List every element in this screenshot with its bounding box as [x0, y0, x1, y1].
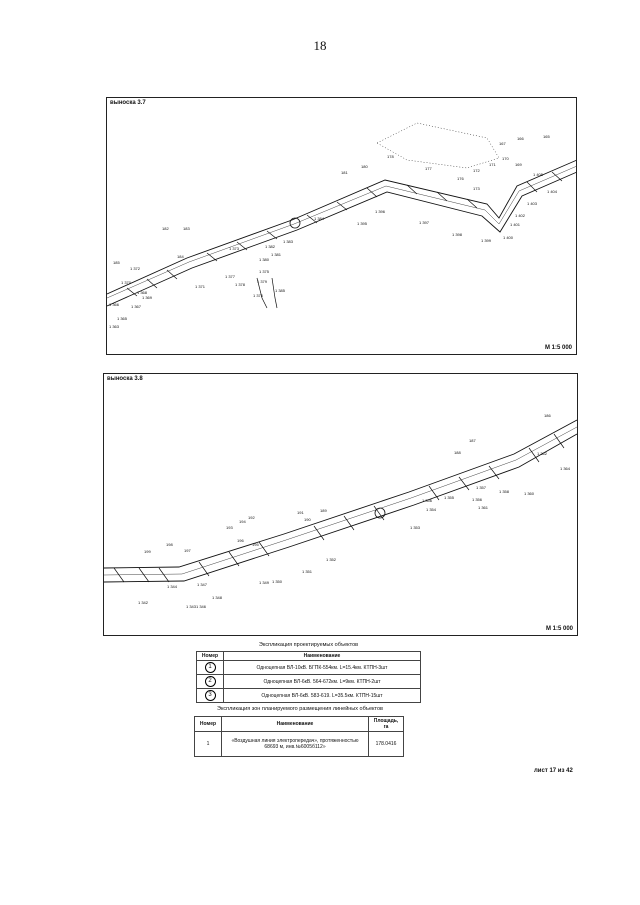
table1-header-number: Номер: [197, 652, 224, 661]
svg-text:1 347: 1 347: [197, 582, 208, 587]
svg-text:1 385: 1 385: [275, 288, 286, 293]
table2-header-name: Наименование: [222, 717, 369, 732]
sheet-label: лист 17 из 42: [534, 768, 573, 774]
svg-text:1 355: 1 355: [444, 495, 455, 500]
svg-text:184: 184: [177, 254, 184, 259]
svg-text:1 380: 1 380: [259, 257, 270, 262]
svg-text:171: 171: [489, 162, 496, 167]
svg-text:1 363: 1 363: [109, 324, 120, 329]
zone-name: «Воздушная линия электропередач», протяженностью 68693 м, инв.№6005б112»: [222, 732, 369, 757]
table1-title: Экспликация проектируемых объектов: [258, 642, 359, 648]
zone-area: 178.0416: [369, 732, 404, 757]
svg-text:199: 199: [144, 549, 151, 554]
svg-text:1 399: 1 399: [481, 238, 492, 243]
svg-text:1 395: 1 395: [357, 221, 368, 226]
svg-text:1 344: 1 344: [167, 584, 178, 589]
inset-map-3-7-drawing: [107, 98, 576, 354]
svg-text:1 364: 1 364: [560, 466, 571, 471]
inset-map-3-8-drawing: [104, 374, 577, 635]
svg-text:189: 189: [320, 508, 327, 513]
row-number-badge: 2: [205, 676, 216, 687]
svg-text:180: 180: [361, 164, 368, 169]
inset-map-3-7: [106, 97, 577, 355]
svg-text:178: 178: [387, 154, 394, 159]
svg-text:1 354: 1 354: [426, 507, 437, 512]
svg-text:172: 172: [473, 168, 480, 173]
svg-text:167: 167: [499, 141, 506, 146]
svg-text:1 351: 1 351: [302, 569, 313, 574]
svg-text:1 366: 1 366: [109, 302, 120, 307]
svg-text:1 378: 1 378: [235, 282, 246, 287]
scale-label-3-8: М 1:5 000: [545, 626, 573, 632]
svg-text:1 362: 1 362: [537, 451, 548, 456]
svg-text:1 398: 1 398: [452, 232, 463, 237]
svg-text:1 383: 1 383: [283, 239, 294, 244]
svg-text:1 353: 1 353: [410, 525, 421, 530]
inset-title-3-8: выноска 3.8: [107, 376, 143, 382]
object-name: Одноцепная ВЛ-6кВ. 564-672км. L=9км. КТПН-2шт: [224, 675, 421, 689]
table-row: [197, 661, 421, 675]
svg-text:186: 186: [544, 413, 551, 418]
svg-text:195: 195: [252, 542, 259, 547]
svg-text:170: 170: [502, 156, 509, 161]
zone-number: 1: [195, 732, 222, 757]
svg-text:1 381: 1 381: [271, 252, 282, 257]
svg-text:181: 181: [341, 170, 348, 175]
inset-map-3-8: [103, 373, 578, 636]
svg-text:1 342: 1 342: [138, 600, 149, 605]
svg-text:1 382: 1 382: [265, 244, 276, 249]
svg-text:1 372: 1 372: [130, 266, 141, 271]
svg-text:187: 187: [469, 438, 476, 443]
table-row: [195, 732, 404, 757]
svg-text:196: 196: [237, 538, 244, 543]
object-name: Одноцепная ВЛ-6кВ. 583-619. L=35.5км. КТПН-15шт: [224, 689, 421, 703]
svg-text:1 365: 1 365: [117, 316, 128, 321]
inset-title-3-7: выноска 3.7: [110, 100, 146, 106]
table2-header-number: Номер: [195, 717, 222, 732]
svg-text:1 360: 1 360: [524, 491, 535, 496]
svg-text:1 396: 1 396: [375, 209, 386, 214]
svg-text:183: 183: [183, 226, 190, 231]
svg-text:1 343: 1 343: [186, 604, 197, 609]
svg-text:1 404: 1 404: [547, 189, 558, 194]
svg-text:1 375: 1 375: [259, 269, 270, 274]
table-row: [197, 675, 421, 689]
svg-text:194: 194: [239, 519, 246, 524]
svg-text:188: 188: [454, 450, 461, 455]
svg-text:1 402: 1 402: [515, 213, 526, 218]
svg-text:1 367: 1 367: [131, 304, 142, 309]
svg-text:1 384: 1 384: [314, 216, 325, 221]
svg-text:182: 182: [162, 226, 169, 231]
svg-text:1 371: 1 371: [195, 284, 206, 289]
svg-text:193: 193: [226, 525, 233, 530]
svg-text:177: 177: [425, 166, 432, 171]
svg-text:1 356: 1 356: [472, 497, 483, 502]
object-name: Одноцепная ВЛ-10кВ. БГПК-554км. L=15.4км. КТПН-3шт: [224, 661, 421, 675]
svg-text:173: 173: [473, 186, 480, 191]
svg-text:1 368: 1 368: [137, 290, 148, 295]
svg-text:1 349: 1 349: [259, 580, 270, 585]
svg-text:1 403: 1 403: [527, 201, 538, 206]
svg-text:1 356: 1 356: [422, 498, 433, 503]
zones-table: [194, 716, 404, 757]
svg-text:1 376: 1 376: [253, 293, 264, 298]
table1-header-name: Наименование: [224, 652, 421, 661]
svg-text:197: 197: [184, 548, 191, 553]
svg-text:1 377: 1 377: [225, 274, 236, 279]
svg-text:165: 165: [543, 134, 550, 139]
svg-text:1 357: 1 357: [476, 485, 487, 490]
page-number: 18: [313, 38, 327, 53]
scale-label-3-7: М 1:5 000: [544, 345, 572, 351]
svg-text:1 400: 1 400: [503, 235, 514, 240]
svg-text:169: 169: [515, 162, 522, 167]
svg-text:1 379: 1 379: [257, 279, 268, 284]
svg-text:1 361: 1 361: [478, 505, 489, 510]
svg-text:185: 185: [113, 260, 120, 265]
svg-text:1 373: 1 373: [229, 246, 240, 251]
svg-text:1 352: 1 352: [326, 557, 337, 562]
svg-text:166: 166: [517, 136, 524, 141]
svg-text:1 370: 1 370: [121, 280, 132, 285]
row-number-badge: 1: [205, 662, 216, 673]
table-row: [197, 689, 421, 703]
svg-text:1 358: 1 358: [499, 489, 510, 494]
svg-text:191: 191: [297, 510, 304, 515]
svg-text:1 405: 1 405: [533, 172, 544, 177]
svg-text:1 350: 1 350: [272, 579, 283, 584]
table2-title: Экспликация зон планируемого размещения линейных объектов: [217, 706, 383, 712]
svg-text:190: 190: [304, 517, 311, 522]
projected-objects-table: [196, 651, 421, 703]
table2-header-area: Площадь, га: [369, 717, 404, 732]
svg-text:1 346: 1 346: [196, 604, 207, 609]
svg-text:1 348: 1 348: [212, 595, 223, 600]
svg-text:1 397: 1 397: [419, 220, 430, 225]
row-number-badge: 3: [205, 690, 216, 701]
svg-text:1 401: 1 401: [510, 222, 521, 227]
svg-text:176: 176: [457, 176, 464, 181]
svg-text:198: 198: [166, 542, 173, 547]
svg-text:192: 192: [248, 515, 255, 520]
svg-text:1 369: 1 369: [142, 295, 153, 300]
